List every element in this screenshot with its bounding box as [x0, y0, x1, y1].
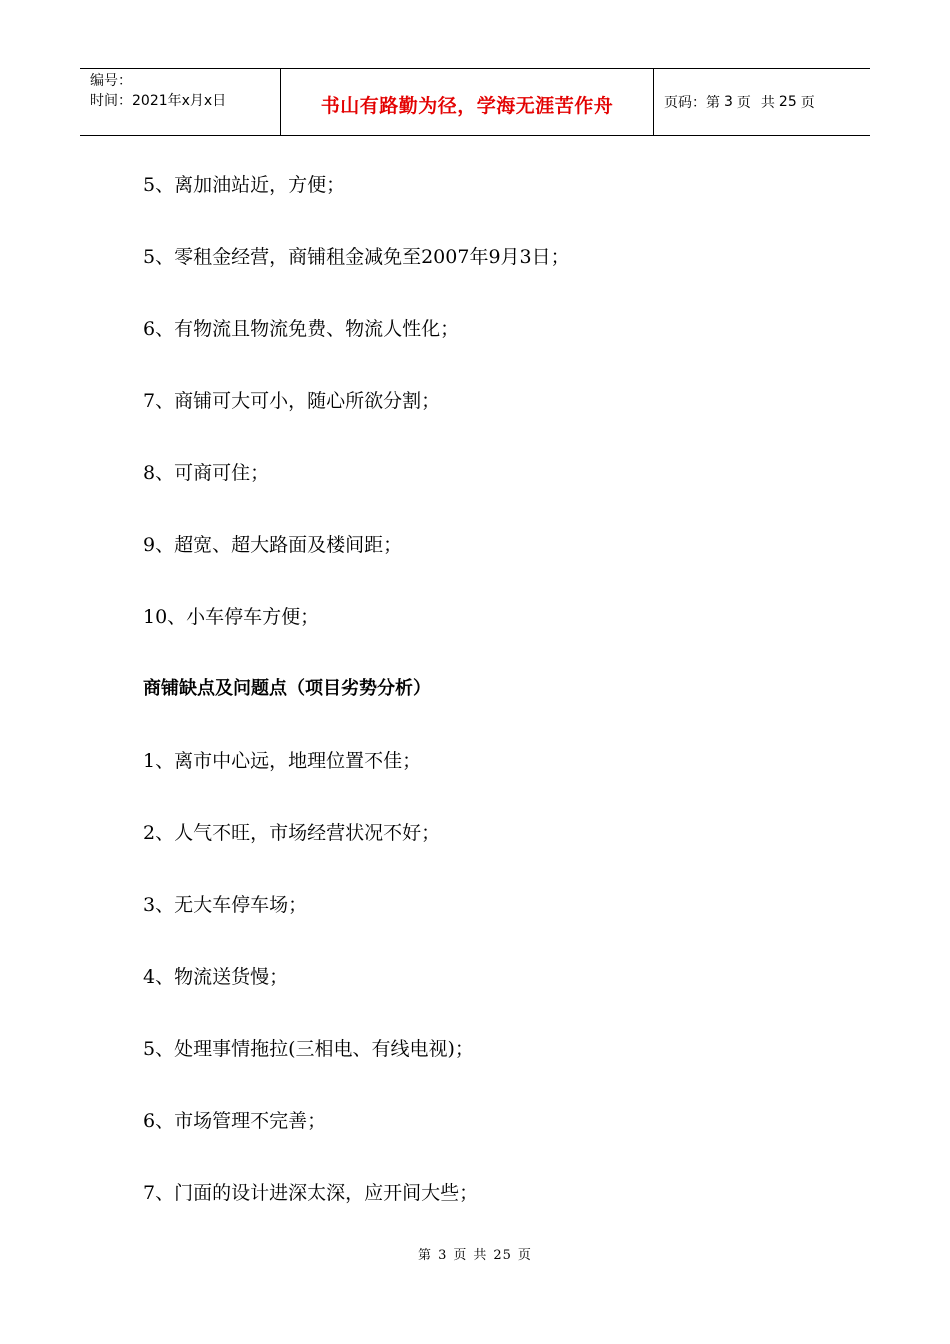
page-total-unit: 页 — [800, 95, 815, 111]
page-label: 页码：第 — [664, 95, 720, 111]
footer-unit: 页 — [453, 1248, 468, 1263]
page-current: 3 — [724, 94, 733, 110]
footer-current: 3 — [438, 1248, 448, 1263]
page-unit: 页 — [736, 95, 751, 111]
list-item: 5、离加油站近，方便； — [143, 174, 346, 196]
page-total-label: 共 — [760, 95, 775, 111]
list-item: 5、处理事情拖拉(三相电、有线电视)； — [143, 1038, 474, 1060]
list-item: 3、无大车停车场； — [143, 894, 308, 916]
time-value: 2021年x月x日 — [132, 93, 227, 109]
list-item: 6、市场管理不完善； — [143, 1110, 327, 1132]
list-item: 8、可商可住； — [143, 462, 270, 484]
list-item: 7、商铺可大可小，随心所欲分割； — [143, 390, 441, 412]
header-page-cell — [654, 69, 870, 135]
list-item: 2、人气不旺，市场经营状况不好； — [143, 822, 441, 844]
page-header — [80, 68, 870, 136]
list-item: 1、离市中心远，地理位置不佳； — [143, 750, 422, 772]
list-item: 7、门面的设计进深太深，应开间大些； — [143, 1182, 479, 1204]
header-meta-cell — [80, 69, 281, 135]
footer-prefix: 第 — [418, 1248, 433, 1263]
footer-total-label: 共 — [473, 1248, 488, 1263]
footer-total-unit: 页 — [517, 1248, 532, 1263]
number-label: 编号： — [90, 73, 132, 89]
motto-text: 书山有路勤为径，学海无涯苦作舟 — [320, 94, 614, 117]
page-footer — [0, 1247, 950, 1265]
list-item: 10、小车停车方便； — [143, 606, 320, 628]
header-motto-cell — [281, 69, 654, 135]
list-item: 6、有物流且物流免费、物流人性化； — [143, 318, 460, 340]
time-label: 时间： — [90, 93, 132, 109]
list-item: 4、物流送货慢； — [143, 966, 289, 988]
list-item: 9、超宽、超大路面及楼间距； — [143, 534, 403, 556]
list-item: 5、零租金经营，商铺租金减免至2007年9月3日； — [143, 246, 570, 268]
page-total: 25 — [778, 94, 797, 110]
time-row — [90, 91, 280, 111]
footer-total: 25 — [493, 1248, 512, 1263]
section-heading: 商铺缺点及问题点（项目劣势分析） — [143, 678, 431, 699]
